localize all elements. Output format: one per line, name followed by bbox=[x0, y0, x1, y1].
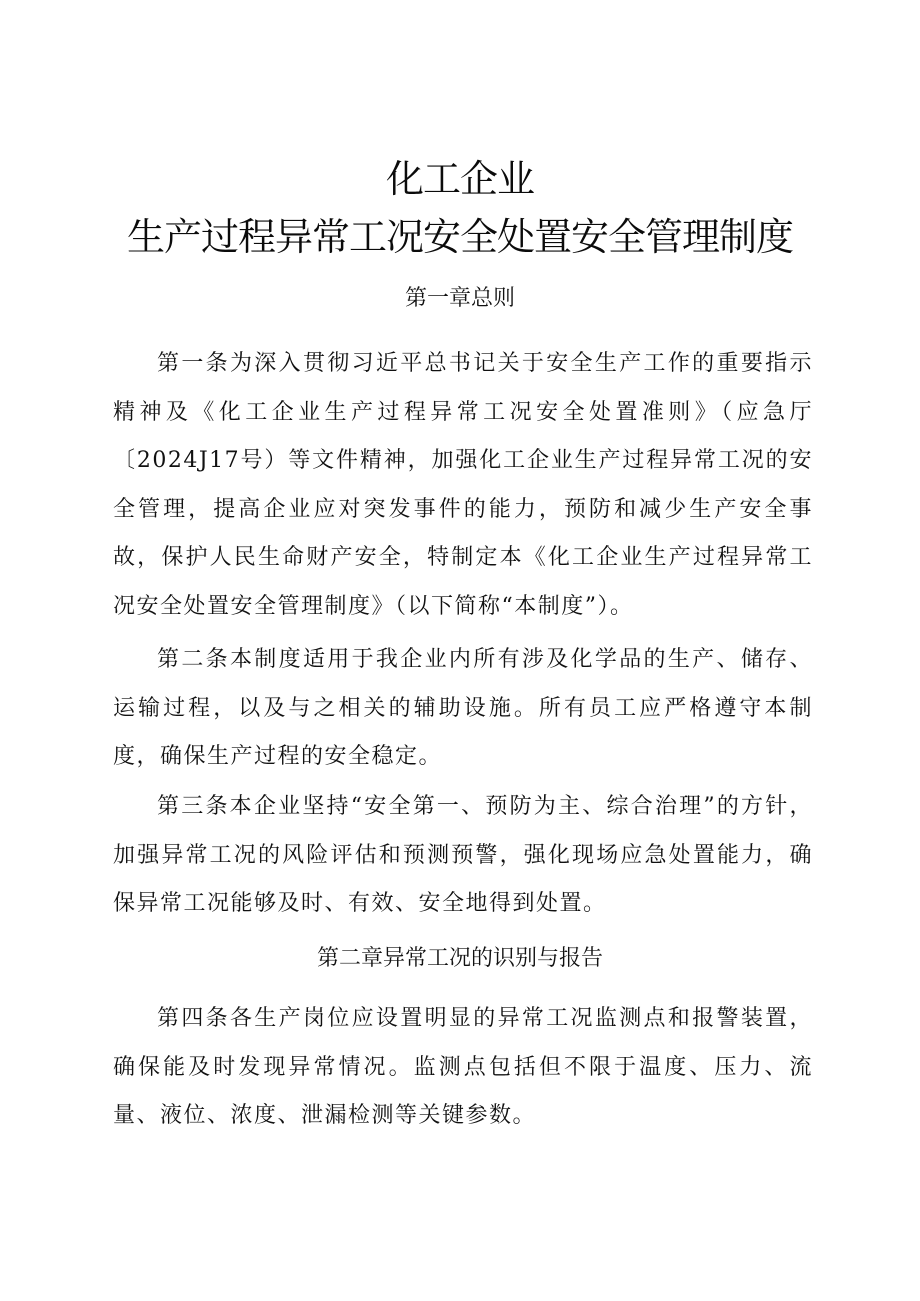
article-2-paragraph: 第二条本制度适用于我企业内所有涉及化学品的生产、储存、运输过程，以及与之相关的辅助设施。所有员工应严格遵守本制度，确保生产过程的安全稳定。 bbox=[113, 647, 813, 769]
article-4-paragraph: 第四条各生产岗位应设置明显的异常工况监测点和报警装置，确保能及时发现异常情况。监测点包括但不限于温度、压力、流量、液位、浓度、泄漏检测等关键参数。 bbox=[113, 1006, 813, 1128]
chapter-1-heading: 第一章总则 bbox=[404, 286, 515, 311]
article-1-paragraph: 第一条为深入贯彻习近平总书记关于安全生产工作的重要指示精神及《化工企业生产过程异常工况安全处置准则》（应急厅〔2024J17号）等文件精神，加强化工企业生产过程异常工况的安全管理，提高企业应对突发事件的能力，预防和减少生产安全事故，保护人民生命财产安全，特制定本《化工企业生产过程异常工况安全处置安全管理制度》（以下简称“本制度”）。 bbox=[113, 351, 813, 619]
document-title-line-2: 生产过程异常工况安全处置安全管理制度 bbox=[126, 215, 793, 259]
chapter-2-heading: 第二章异常工况的识别与报告 bbox=[316, 946, 603, 971]
document-title-line-1: 化工企业 bbox=[385, 157, 534, 201]
article-3-paragraph: 第三条本企业坚持“安全第一、预防为主、综合治理”的方针，加强异常工况的风险评估和预测预警，强化现场应急处置能力，确保异常工况能够及时、有效、安全地得到处置。 bbox=[113, 794, 813, 916]
